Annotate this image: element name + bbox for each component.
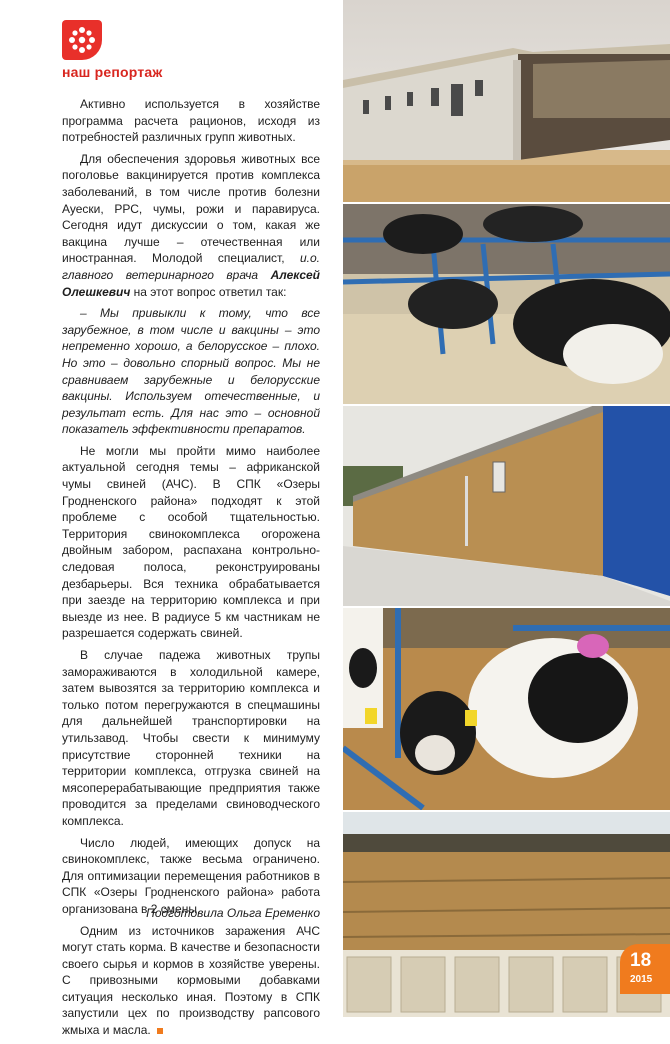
article-byline: Подготовила Ольга Еременко [146, 906, 320, 920]
article-text: на этот вопрос ответил так: [133, 284, 287, 299]
article-text: Одним из источников заражения АЧС могут стать корма. В качестве и безопасности своего сырья и кормов в хозяйстве уверены. С привозными кормовыми добавками ситуация несколько иная. Поэтому в СПК запустили цех по производству рапсового жмыха и масла. [62, 923, 320, 1038]
page-number-bottom: 18 [630, 950, 652, 971]
end-mark-icon [157, 1028, 163, 1034]
specialist-title: и.о. главного ветеринарного врача [62, 251, 320, 282]
article-paragraph: Не могли мы пройти мимо наиболее актуальной сегодня темы – африканской чумы свиней (АЧС). В СПК «Озеры Гродненского района» подходят к этой проблеме с особой тщательностью. Территория свинокомплекса огорожена двойным забором, распахана контрольно-следовая полоса, реконструированы дезбарьеры. Вся техника обрабатывается при заезде на территорию комплекса и при выезде из нее. В радиусе 5 км частникам не разрешается содержать свиней. [62, 443, 320, 641]
flower-logo-graphic [66, 24, 98, 56]
article-paragraph [62, 923, 320, 1039]
page-number-tab-bottom [620, 944, 670, 994]
specialist-name: Алексей Олешкевич [62, 267, 320, 299]
section-label: наш репортаж [62, 64, 163, 80]
article-body [62, 96, 320, 1044]
photo-calves [343, 608, 670, 810]
article-quote: – Мы привыкли к тому, что все зарубежное, в том числе и вакцины – это непременно хорошо, а белорусское – плохо. Но это – довольно спорный вопрос. Мы не сравниваем зарубежные и белорусские вакцины. Используем отечественные, и результат есть. Для нас это – основной показатель эффективности препаратов. [62, 306, 320, 437]
photo-cows-resting [343, 204, 670, 404]
photo-barn-building [343, 0, 670, 202]
photo-straw-building [343, 406, 670, 606]
issue-year: 2015 [630, 974, 653, 985]
flower-logo-icon [62, 20, 102, 60]
article-paragraph: Число людей, имеющих допуск на свинокомплекс, также весьма ограничено. Для оптимизации перемещения работников в СПК «Озеры Гродненского района» работа организована в 2 смены. [62, 835, 320, 916]
article-paragraph [62, 151, 320, 300]
article-paragraph: В случае падежа животных трупы замораживаются в холодильной камере, затем вывозятся за территорию комплекса и только потом перегружаются в спецмашины для дальнейшей транспортировки на утильзавод. Чтобы свести к минимуму присутствие сторонней техники на территории комплекса, отгрузка свиней на мясоперерабатывающие предприятия также проводится за пределами свиноводческого комплекса. [62, 648, 320, 828]
article-paragraph: Активно используется в хозяйстве программа расчета рационов, исходя из потребностей различных групп животных. [62, 97, 320, 145]
article-text: Для обеспечения здоровья животных все поголовье вакцинируется против комплекса заболеваний, в том числе против болезни Ауески, РРС, чумы, рожи и паравируса. Сегодня идут дискуссии о том, какая же вакцина лучше – отечественная или иностранная. Молодой специалист, [62, 151, 320, 266]
